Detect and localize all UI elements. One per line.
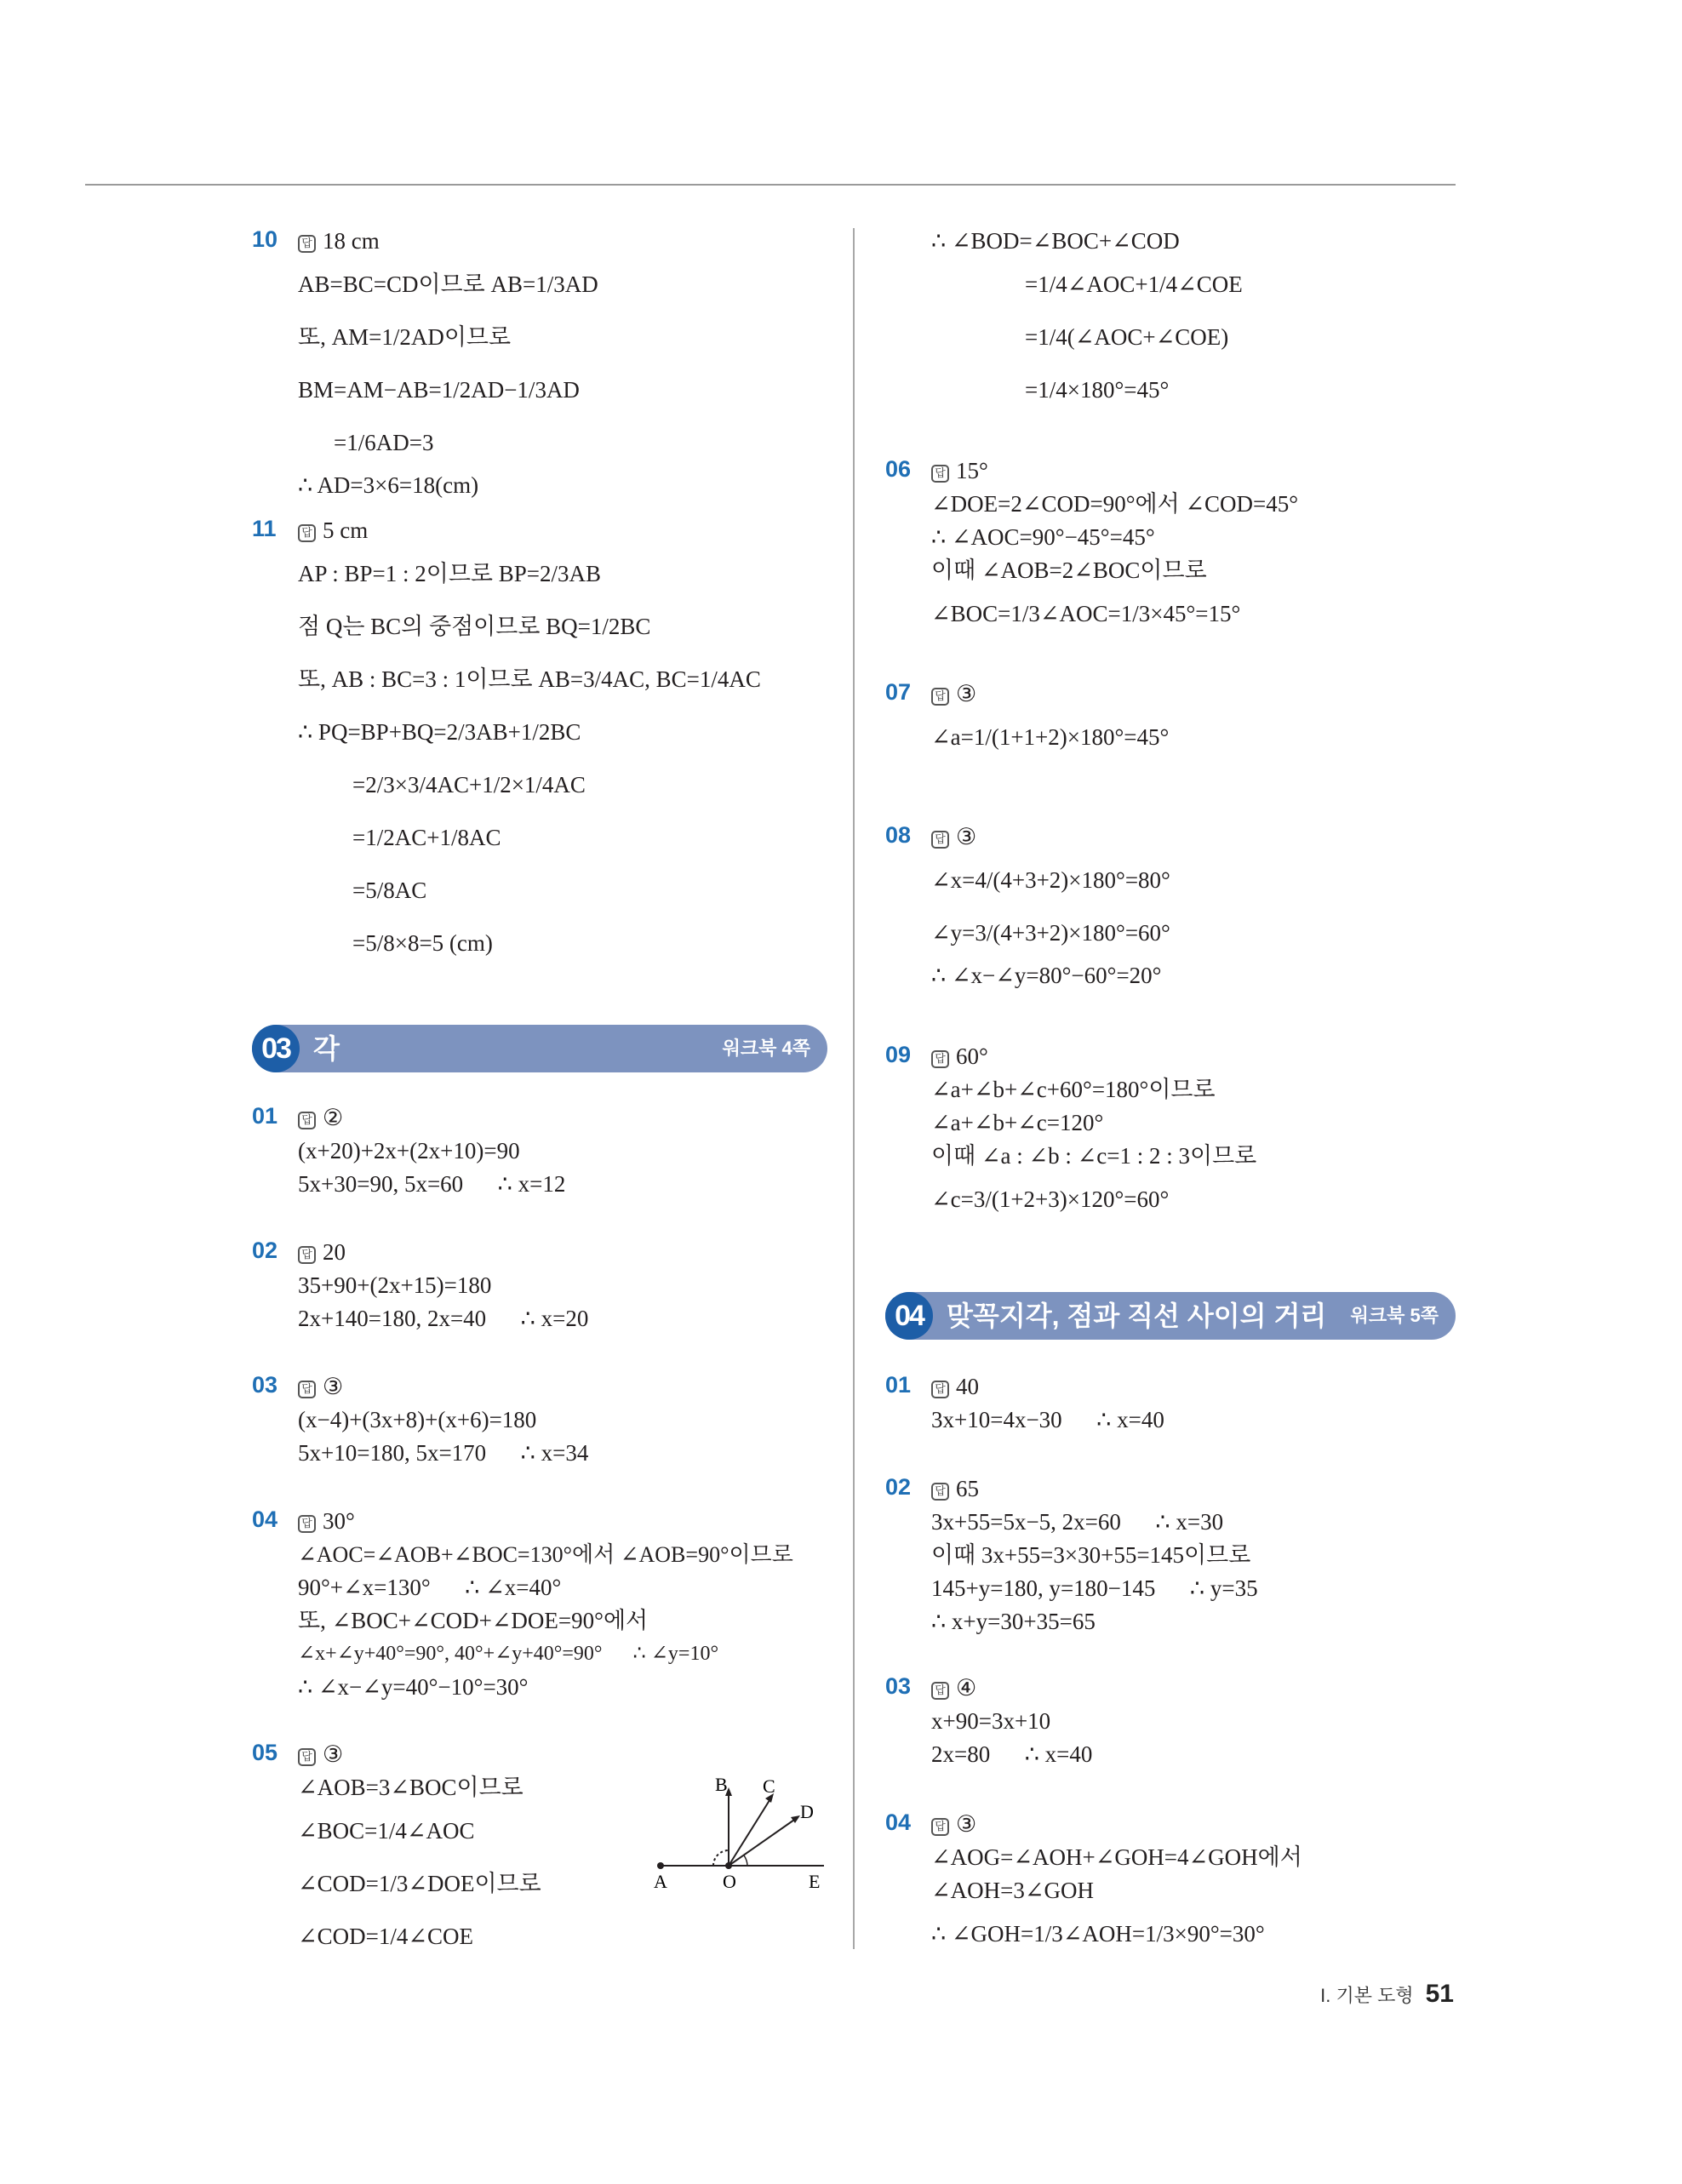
- solution-line: ∠x+∠y+40°=90°, 40°+∠y+40°=90° ∴ ∠y=10°: [298, 1643, 719, 1665]
- solution-line: ∠c=3/(1+2+3)×120°=60°: [931, 1186, 1170, 1212]
- answer-badge-icon: 답: [931, 1682, 949, 1700]
- problem-09: [885, 1040, 1256, 1226]
- solution-line: 5x+10=180, 5x=170 ∴ x=34: [298, 1440, 589, 1466]
- solution-line: ∴ ∠AOC=90°−45°=45°: [931, 524, 1155, 550]
- solution-line: 3x+10=4x−30 ∴ x=40: [931, 1407, 1164, 1432]
- solution-line: ∠y=3/(4+3+2)×180°=60°: [931, 920, 1170, 946]
- section-04-header: [885, 1292, 1456, 1340]
- problem-05: [252, 1738, 541, 1963]
- solution-line: ∠x=4/(4+3+2)×180°=80°: [931, 867, 1170, 893]
- solution-line: 이때 ∠a : ∠b : ∠c=1 : 2 : 3이므로: [931, 1143, 1257, 1169]
- solution-line: =1/4∠AOC+1/4∠COE: [1025, 272, 1243, 297]
- problem-04-03: [885, 1672, 1092, 1771]
- problem-08: [885, 820, 1170, 992]
- solution-line: 이때 3x+55=3×30+55=145이므로: [931, 1542, 1251, 1568]
- solution-line: 5x+30=90, 5x=60 ∴ x=12: [298, 1171, 566, 1197]
- solution-line: (x+20)+2x+(2x+10)=90: [298, 1138, 520, 1163]
- label-d: D: [800, 1801, 814, 1822]
- problem-number: 11: [252, 516, 277, 541]
- solution-line: AB=BC=CD이므로 AB=1/3AD: [298, 272, 598, 297]
- page-footer: [1320, 1980, 1454, 2009]
- answer-badge-icon: 답: [298, 1246, 316, 1264]
- solution-line: ∠a+∠b+∠c+60°=180°이므로: [931, 1077, 1216, 1102]
- problem-number: 07: [885, 679, 912, 705]
- answer-text: ③: [323, 1741, 344, 1767]
- solution-line: ∠BOC=1/3∠AOC=1/3×45°=15°: [931, 601, 1241, 626]
- answer-badge-icon: 답: [298, 235, 316, 253]
- answer-text: 60°: [956, 1043, 988, 1069]
- section-03-header: [252, 1025, 827, 1072]
- answer-text: ②: [323, 1105, 344, 1130]
- workbook-reference: 워크북 5쪽: [1350, 1305, 1439, 1326]
- solution-line: =1/4×180°=45°: [1025, 377, 1170, 403]
- solution-line: 점 Q는 BC의 중점이므로 BQ=1/2BC: [298, 614, 651, 639]
- solution-line: AP : BP=1 : 2이므로 BP=2/3AB: [298, 561, 602, 586]
- problem-11: [252, 514, 761, 969]
- solution-line: 90°+∠x=130° ∴ ∠x=40°: [298, 1575, 562, 1600]
- section-number: 03: [252, 1025, 300, 1072]
- answer-badge-icon: 답: [931, 831, 949, 849]
- problem-number: 05: [252, 1740, 278, 1765]
- answer-badge-icon: 답: [931, 688, 949, 706]
- problem-05-continued: [885, 225, 1243, 416]
- problem-number: 04: [885, 1810, 912, 1835]
- answer-badge-icon: 답: [298, 1381, 316, 1398]
- problem-number: 01: [885, 1372, 912, 1398]
- problem-number: 10: [252, 226, 278, 252]
- solution-line: 이때 ∠AOB=2∠BOC이므로: [931, 557, 1207, 583]
- answer-badge-icon: 답: [931, 1050, 949, 1068]
- solution-line: ∠AOC=∠AOB+∠BOC=130°에서 ∠AOB=90°이므로: [298, 1542, 793, 1567]
- top-rule: [85, 184, 1456, 186]
- solution-line: ∴ ∠x−∠y=80°−60°=20°: [931, 963, 1162, 988]
- workbook-reference: 워크북 4쪽: [722, 1038, 810, 1059]
- problem-02: [252, 1236, 588, 1335]
- point-a: [657, 1862, 664, 1869]
- section-title: 각: [313, 1033, 340, 1064]
- label-e: E: [809, 1871, 821, 1892]
- problem-number: 08: [885, 822, 912, 848]
- solution-line: ∴ ∠BOD=∠BOC+∠COD: [931, 228, 1180, 254]
- solution-line: =1/2AC+1/8AC: [352, 825, 501, 850]
- answer-badge-icon: 답: [298, 524, 316, 542]
- problem-number: 06: [885, 456, 912, 482]
- problem-04-04: [885, 1808, 1302, 1960]
- problem-07: [885, 677, 1169, 763]
- solution-line: ∠COD=1/3∠DOE이므로: [298, 1871, 541, 1896]
- answer-badge-icon: 답: [931, 1381, 949, 1398]
- answer-text: 5 cm: [323, 517, 369, 543]
- angle-arc-doe: [744, 1855, 747, 1866]
- solution-line: ∠AOB=3∠BOC이므로: [298, 1775, 523, 1800]
- section-number: 04: [885, 1292, 933, 1340]
- column-divider: [853, 228, 855, 1949]
- solution-line: ∠BOC=1/4∠AOC: [298, 1818, 475, 1844]
- solution-line: ∠a+∠b+∠c=120°: [931, 1110, 1104, 1135]
- problem-06: [885, 455, 1298, 640]
- answer-text: 65: [956, 1476, 979, 1501]
- problem-10: [252, 225, 598, 502]
- answer-badge-icon: 답: [931, 1818, 949, 1836]
- solution-line: (x−4)+(3x+8)+(x+6)=180: [298, 1407, 537, 1432]
- problem-number: 09: [885, 1042, 912, 1067]
- solution-line: ∠AOG=∠AOH+∠GOH=4∠GOH에서: [931, 1844, 1302, 1870]
- solution-line: 또, AM=1/2AD이므로: [298, 324, 512, 350]
- solution-line: ∠COD=1/4∠COE: [298, 1924, 473, 1949]
- answer-text: 15°: [956, 458, 988, 483]
- problem-number: 01: [252, 1103, 278, 1129]
- solution-line: 2x+140=180, 2x=40 ∴ x=20: [298, 1306, 589, 1331]
- answer-text: 40: [956, 1374, 979, 1399]
- section-title: 맞꼭지각, 점과 직선 사이의 거리: [947, 1301, 1327, 1331]
- solution-line: =5/8AC: [352, 878, 427, 903]
- solution-line: =1/4(∠AOC+∠COE): [1025, 324, 1229, 350]
- solution-line: =2/3×3/4AC+1/2×1/4AC: [352, 772, 586, 798]
- problem-number: 02: [885, 1474, 912, 1500]
- answer-badge-icon: 답: [931, 465, 949, 483]
- solution-line: 3x+55=5x−5, 2x=60 ∴ x=30: [931, 1509, 1224, 1535]
- solution-line: =1/6AD=3: [334, 430, 434, 455]
- problem-03: [252, 1370, 588, 1470]
- answer-text: ③: [956, 824, 977, 849]
- solution-line: =5/8×8=5 (cm): [352, 930, 493, 956]
- problem-number: 04: [252, 1507, 278, 1532]
- answer-text: ③: [323, 1374, 344, 1399]
- page-number: 51: [1425, 1980, 1454, 2008]
- label-o: O: [723, 1871, 736, 1892]
- solution-line: ∴ AD=3×6=18(cm): [298, 472, 479, 498]
- answer-badge-icon: 답: [931, 1483, 949, 1501]
- answer-badge-icon: 답: [298, 1748, 316, 1766]
- problem-04-02: [885, 1472, 1258, 1638]
- solution-line: 2x=80 ∴ x=40: [931, 1741, 1093, 1767]
- problem-04-01: [885, 1370, 1164, 1437]
- problem-number: 03: [252, 1372, 278, 1398]
- label-a: A: [654, 1871, 667, 1892]
- solution-line: 또, ∠BOC+∠COD+∠DOE=90°에서: [298, 1608, 649, 1633]
- answer-text: 20: [323, 1239, 346, 1265]
- answer-badge-icon: 답: [298, 1112, 316, 1129]
- angle-diagram: [644, 1774, 827, 1893]
- answer-text: ③: [956, 1811, 977, 1837]
- solution-line: ∠DOE=2∠COD=90°에서 ∠COD=45°: [931, 491, 1299, 517]
- point-o: [725, 1862, 732, 1869]
- solution-line: BM=AM−AB=1/2AD−1/3AD: [298, 377, 580, 403]
- ray-od: [729, 1818, 797, 1866]
- solution-line: ∠AOH=3∠GOH: [931, 1878, 1094, 1903]
- problem-01: [252, 1101, 565, 1201]
- solution-line: ∴ ∠GOH=1/3∠AOH=1/3×90°=30°: [931, 1921, 1265, 1947]
- solution-line: ∴ ∠x−∠y=40°−10°=30°: [298, 1674, 529, 1700]
- solution-line: 또, AB : BC=3 : 1이므로 AB=3/4AC, BC=1/4AC: [298, 666, 761, 692]
- solution-line: ∴ PQ=BP+BQ=2/3AB+1/2BC: [298, 719, 581, 745]
- solution-line: 35+90+(2x+15)=180: [298, 1272, 492, 1298]
- solution-line: ∠a=1/(1+1+2)×180°=45°: [931, 724, 1170, 750]
- problem-number: 03: [885, 1673, 912, 1699]
- ray-oc: [729, 1798, 771, 1866]
- solution-line: ∴ x+y=30+35=65: [931, 1609, 1096, 1634]
- problem-04: [252, 1505, 793, 1704]
- label-b: B: [715, 1774, 728, 1795]
- label-c: C: [763, 1775, 775, 1797]
- chapter-label: I. 기본 도형: [1320, 1985, 1414, 2006]
- solution-line: x+90=3x+10: [931, 1708, 1051, 1734]
- answer-text: 18 cm: [323, 228, 380, 254]
- problem-number: 02: [252, 1238, 278, 1263]
- answer-text: ③: [956, 681, 977, 706]
- solution-line: 145+y=180, y=180−145 ∴ y=35: [931, 1575, 1258, 1601]
- answer-badge-icon: 답: [298, 1515, 316, 1533]
- answer-text: 30°: [323, 1508, 355, 1534]
- answer-text: ④: [956, 1675, 977, 1701]
